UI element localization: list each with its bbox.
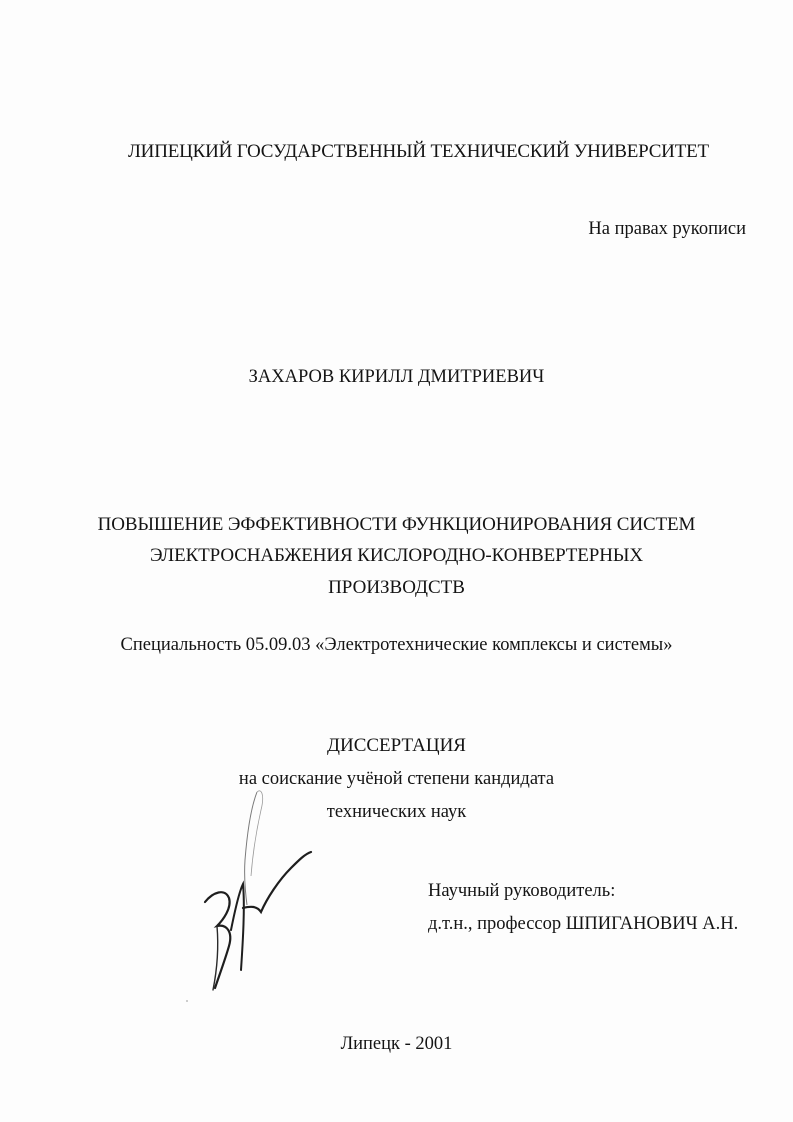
advisor-label: Научный руководитель: (428, 881, 616, 901)
specialty-line: Специальность 05.09.03 «Электротехнические комплексы и системы» (120, 635, 673, 655)
dissertation-title-line-2: ЭЛЕКТРОСНАБЖЕНИЯ КИСЛОРОДНО-КОНВЕРТЕРНЫХ (150, 545, 643, 566)
advisor-name: д.т.н., профессор ШПИГАНОВИЧ А.Н. (428, 914, 739, 934)
dissertation-title-line-3: ПРОИЗВОДСТВ (328, 577, 465, 598)
author-name: ЗАХАРОВ КИРИЛЛ ДМИТРИЕВИЧ (248, 367, 545, 387)
field-line: технических наук (326, 802, 467, 822)
university-name: ЛИПЕЦКИЙ ГОСУДАРСТВЕННЫЙ ТЕХНИЧЕСКИЙ УНИВЕРСИТЕТ (128, 141, 709, 162)
dissertation-heading: ДИССЕРТАЦИЯ (327, 735, 466, 756)
manuscript-note: На правах рукописи (588, 219, 746, 239)
scan-speck (186, 1000, 188, 1002)
handwritten-signature (195, 780, 325, 995)
degree-line: на соискание учёной степени кандидата (238, 769, 555, 789)
dissertation-title-line-1: ПОВЫШЕНИЕ ЭФФЕКТИВНОСТИ ФУНКЦИОНИРОВАНИЯ СИСТЕМ (97, 514, 696, 535)
city-year: Липецк - 2001 (340, 1034, 453, 1054)
